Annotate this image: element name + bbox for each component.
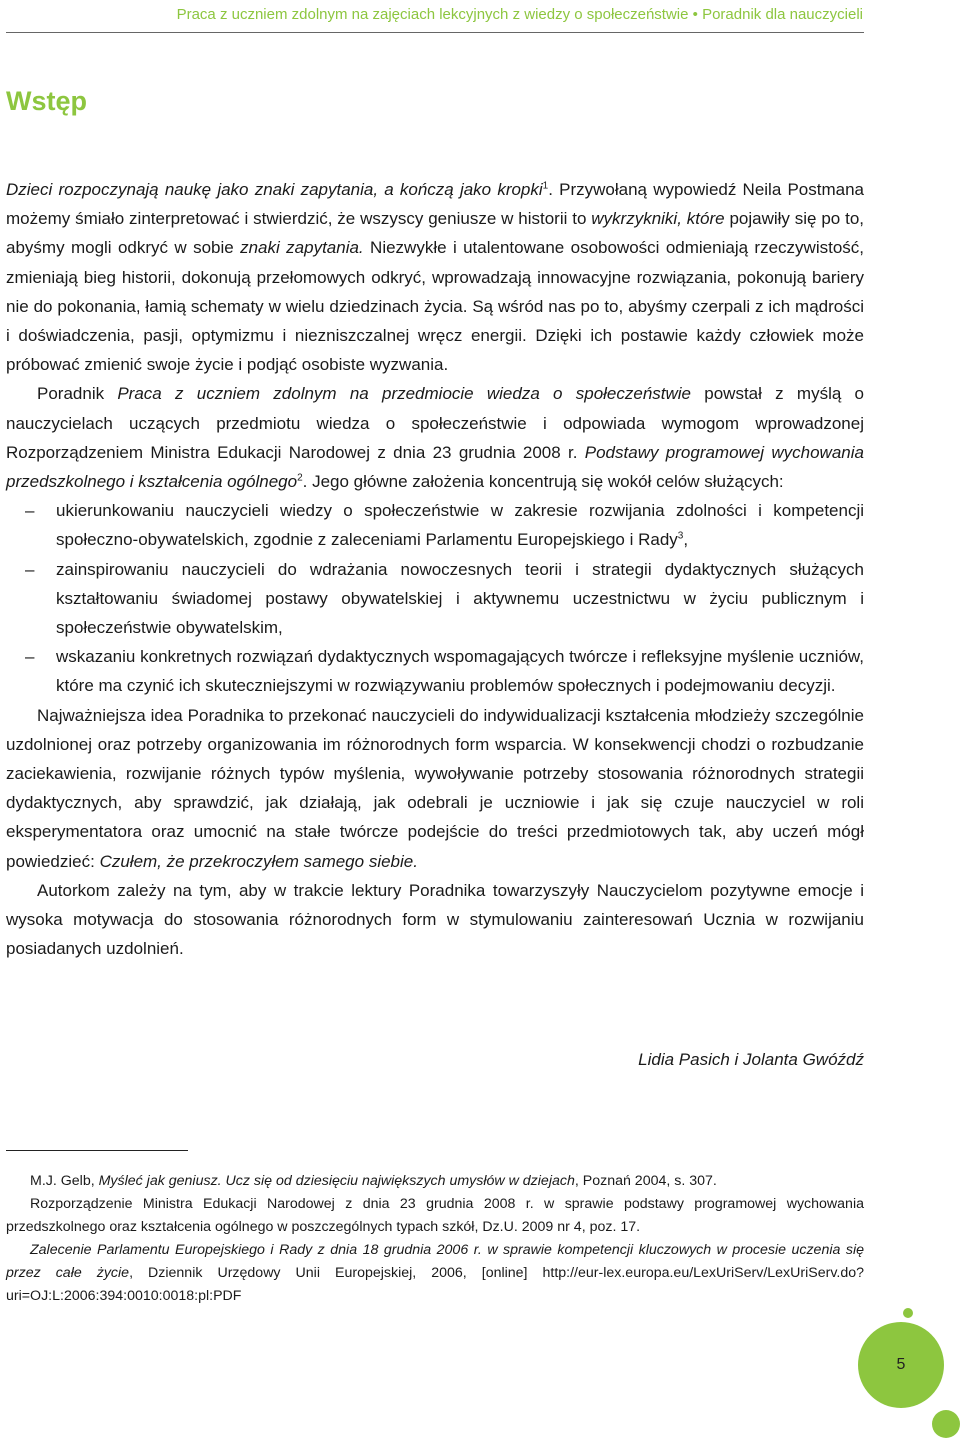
poradnik-title: Praca z uczniem zdolnym na przedmiocie wiedza o społeczeństwie	[117, 384, 692, 404]
paragraph-1-text-2: pojawiły się po to, abyśmy mogli odkryć w sobie	[6, 209, 865, 258]
list-item	[6, 642, 864, 700]
list-item	[6, 555, 864, 643]
page-number: 5	[896, 1356, 906, 1373]
paragraph-2	[6, 379, 864, 496]
footnote-ref-2: 2	[297, 472, 303, 484]
dash-bullet-icon: –	[25, 501, 35, 521]
paragraph-4	[6, 876, 864, 964]
footnote-2	[6, 1193, 864, 1239]
student-quote: Czułem, że przekroczyłem samego siebie.	[99, 851, 418, 871]
paragraph-2-text: Poradnik	[37, 384, 118, 404]
list-item-text: ukierunkowaniu nauczycieli wiedzy o społeczeństwie w zakresie rozwijania zdolności i kompetencji społeczno-obywatelskich, zgodnie z zaleceniami Parlamentu Europejskiego i Rady	[56, 501, 864, 550]
body-text	[6, 175, 864, 963]
paragraph-3-text: Najważniejsza idea Poradnika to przekonać nauczycieli do indywidualizacji kształcenia młodzieży szczególnie uzdolnionej oraz potrzeby organizowania im różnorodnych form wsparcia. W konsekwencji chodzi o rozbudzanie zaciekawienia, rozwijanie różnych typów myślenia, wywoływanie potrzeby stosowania różnorodnych strategii dydaktycznych, aby sprawdzić, jak działają, jak odebrali je uczniowie i jak się czuje nauczyciel w roli eksperymentatora oraz umocnić na stałe twórcze podejście do treści przedmiotowych tak, aby uczeń mógł powiedzieć:	[6, 705, 864, 871]
paragraph-1-text: . Przywołaną wypowiedź Neila Postmana możemy śmiało zinterpretować i stwierdzić, że wszyscy geniusze w historii to	[6, 180, 865, 229]
paragraph-2-text-2: powstał z myślą o nauczycielach uczących przedmiotu wiedza o społeczeństwie i odpowiada wymogom wprowadzonej Rozporządzeniem Ministra Edukacji Narodowej z dnia 23 grudnia 2008 r.	[6, 384, 864, 462]
footnote-text: , Dziennik Urzędowy Unii Europejskiej, 2006, [online] http://eur-lex.europa.eu/LexUriServ/LexUriServ.do?uri=OJ:L:2006:394:0010:0018:pl:PDF	[6, 1265, 864, 1304]
decorative-dot-icon	[932, 1410, 960, 1438]
header-divider	[6, 32, 864, 33]
paragraph-1	[6, 175, 864, 379]
list-item-text: wskazaniu konkretnych rozwiązań dydaktycznych wspomagających twórcze i refleksyjne myślenie uczniów, które ma czynić ich skuteczniejszymi w rozwiązywaniu problemów społecznych i podejmowaniu decyzji.	[56, 647, 864, 696]
footnotes	[6, 1170, 864, 1308]
footnote-1	[6, 1170, 864, 1193]
paragraph-1-italic: wykrzykniki, które	[591, 209, 725, 229]
author-signature: Lidia Pasich i Jolanta Gwóźdź	[638, 1050, 864, 1069]
dash-bullet-icon: –	[25, 559, 35, 579]
footnote-divider	[6, 1150, 188, 1151]
regulation-title: Podstawy programowej wychowania przedszkolnego i kształcenia ogólnego	[6, 442, 864, 492]
running-title: Praca z uczniem zdolnym na zajęciach lekcyjnych z wiedzy o społeczeństwie • Poradnik dla nauczycieli	[176, 6, 863, 23]
list-item-end: ,	[683, 530, 689, 550]
dash-bullet-icon: –	[25, 647, 35, 667]
decorative-dot-icon	[903, 1308, 913, 1318]
footnote-text-2: , Poznań 2004, s. 307.	[574, 1173, 717, 1189]
paragraph-3	[6, 701, 864, 876]
footnote-doc-title: Zalecenie Parlamentu Europejskiego i Rady z dnia 18 grudnia 2006 r. w sprawie kompetencji kluczowych w procesie uczenia się przez całe życie	[6, 1242, 864, 1281]
paragraph-4-text: Autorkom zależy na tym, aby w trakcie lektury Poradnika towarzyszyły Nauczycielom pozytywne emocje i wysoka motywacja do stosowania różnorodnych form w stymulowaniu zainteresowań Ucznia w rozwijaniu posiadanych uzdolnień.	[6, 880, 864, 959]
footnote-text: Rozporządzenie Ministra Edukacji Narodowej z dnia 23 grudnia 2008 r. w sprawie podstawy programowej wychowania przedszkolnego oraz kształcenia ogólnego w poszczególnych typach szkół, Dz.U. 2009 nr 4, poz. 17.	[6, 1196, 864, 1235]
quote-text: Dzieci rozpoczynają naukę jako znaki zapytania, a kończą jako kropki	[6, 180, 543, 199]
page-number-badge	[858, 1322, 944, 1408]
paragraph-2-text-3: . Jego główne założenia koncentrują się wokół celów służących:	[302, 472, 784, 492]
list-item-text: zainspirowaniu nauczycieli do wdrażania nowoczesnych teorii i strategii dydaktycznych służących kształtowaniu świadomej postawy obywatelskiej i aktywnemu uczestnictwu w życiu publicznym i społeczeństwie obywatelskim,	[56, 559, 864, 638]
paragraph-1-text-3: Niezwykłe i utalentowane osobowości odmieniają rzeczywistość, zmieniają bieg historii, dokonują przełomowych odkryć, wprowadzają innowacyjne rozwiązania, pokonują bariery nie do pokonania, łamią schematy w wielu dziedzinach życia. Są wśród nas po to, abyśmy czerpali z ich mądrości i doświadczenia, pasji, optymizmu i niezniszczalnej wręcz energii. Dzięki ich postawie każdy człowiek może próbować zmienić swoje życie i podjąć osobiste wyzwania.	[6, 238, 865, 375]
goals-list	[6, 496, 864, 700]
footnote-ref-3: 3	[677, 530, 684, 542]
section-title: Wstęp	[6, 86, 87, 116]
paragraph-1-italic-2: znaki zapytania.	[240, 238, 364, 258]
footnote-ref-1: 1	[542, 180, 549, 192]
footnote-text: M.J. Gelb,	[30, 1173, 99, 1189]
list-item	[6, 496, 864, 554]
footnote-3	[6, 1239, 864, 1308]
footnote-book-title: Myśleć jak geniusz. Ucz się od dziesięciu największych umysłów w dziejach	[98, 1173, 575, 1189]
